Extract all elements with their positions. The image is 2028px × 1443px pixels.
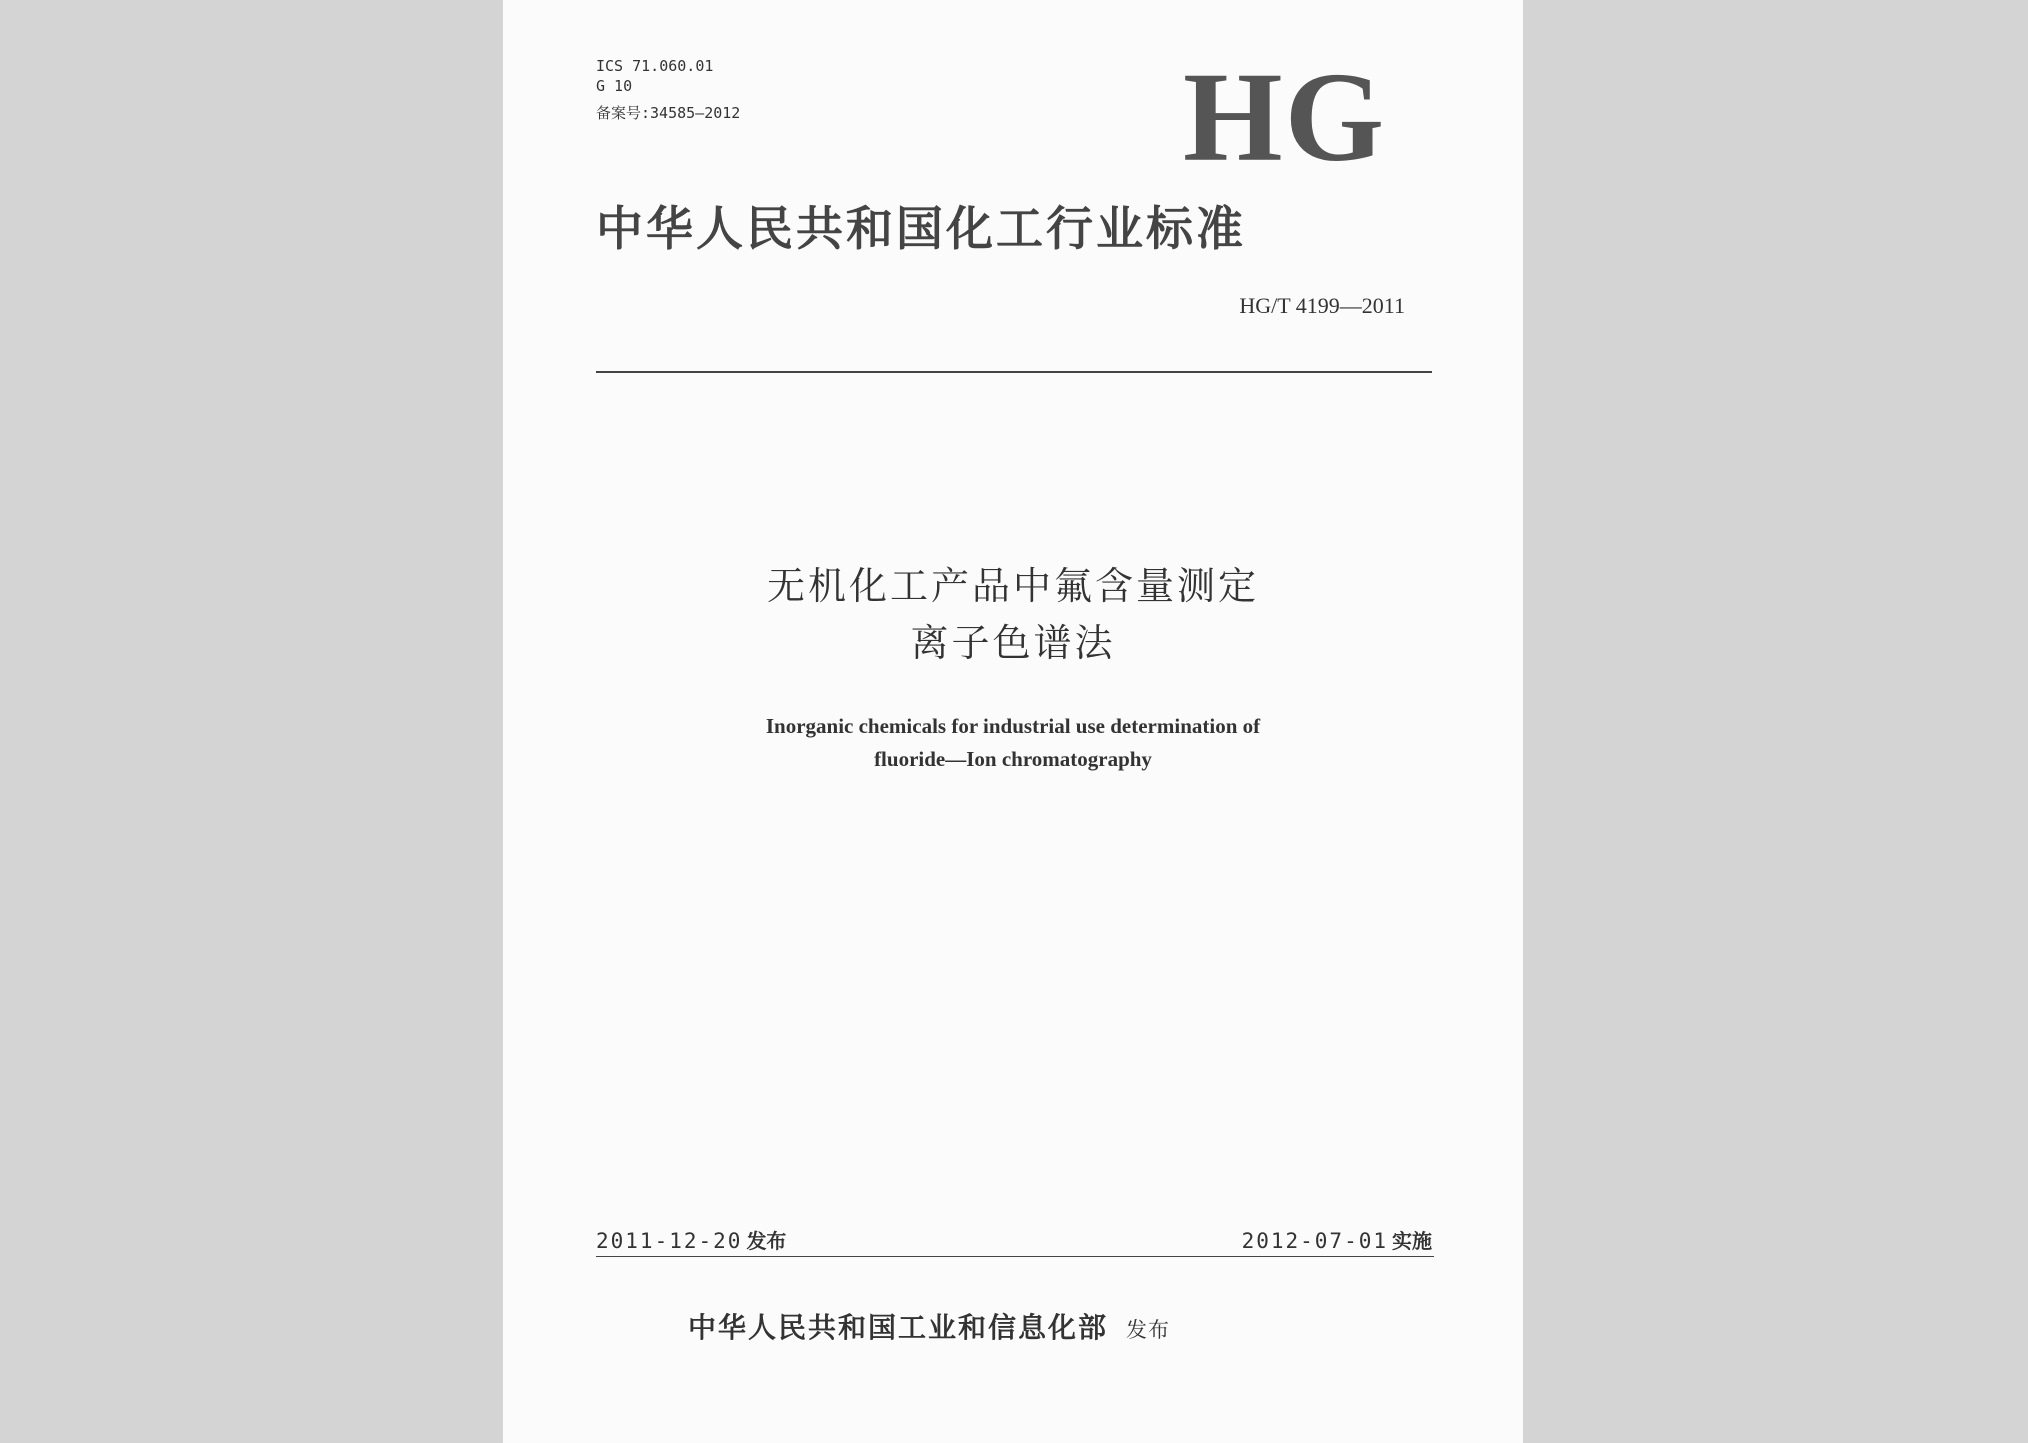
- document-page: [503, 0, 1523, 1443]
- implementation-label: 实施: [1392, 1229, 1432, 1253]
- standard-number: HG/T 4199—2011: [1239, 293, 1405, 318]
- title-english-line-2: fluoride—Ion chromatography: [874, 747, 1152, 771]
- publisher-label: 发布: [1126, 1318, 1171, 1342]
- classification-code: G 10: [596, 77, 633, 95]
- title-english-line-1: Inorganic chemicals for industrial use determination of: [765, 714, 1261, 738]
- top-divider: [596, 371, 1432, 373]
- implementation-date: 2012-07-01: [1241, 1229, 1388, 1253]
- title-chinese-line-1: 无机化工产品中氟含量测定: [766, 564, 1259, 608]
- issue-date-block: [596, 1225, 786, 1254]
- issue-date: 2011-12-20: [596, 1229, 743, 1253]
- title-chinese-line-2: 离子色谱法: [910, 621, 1116, 665]
- publisher-name: 中华人民共和国工业和信息化部: [688, 1311, 1109, 1344]
- bottom-divider: [596, 1256, 1434, 1257]
- hg-logo: HG: [1183, 46, 1387, 188]
- issue-label: 发布: [746, 1229, 787, 1253]
- ics-code: ICS 71.060.01: [596, 57, 714, 75]
- standard-heading: 中华人民共和国化工行业标准: [596, 202, 1246, 257]
- registration-number: 备案号:34585—2012: [596, 104, 741, 122]
- publisher-block: [688, 1306, 1170, 1346]
- implementation-date-block: [1242, 1225, 1432, 1254]
